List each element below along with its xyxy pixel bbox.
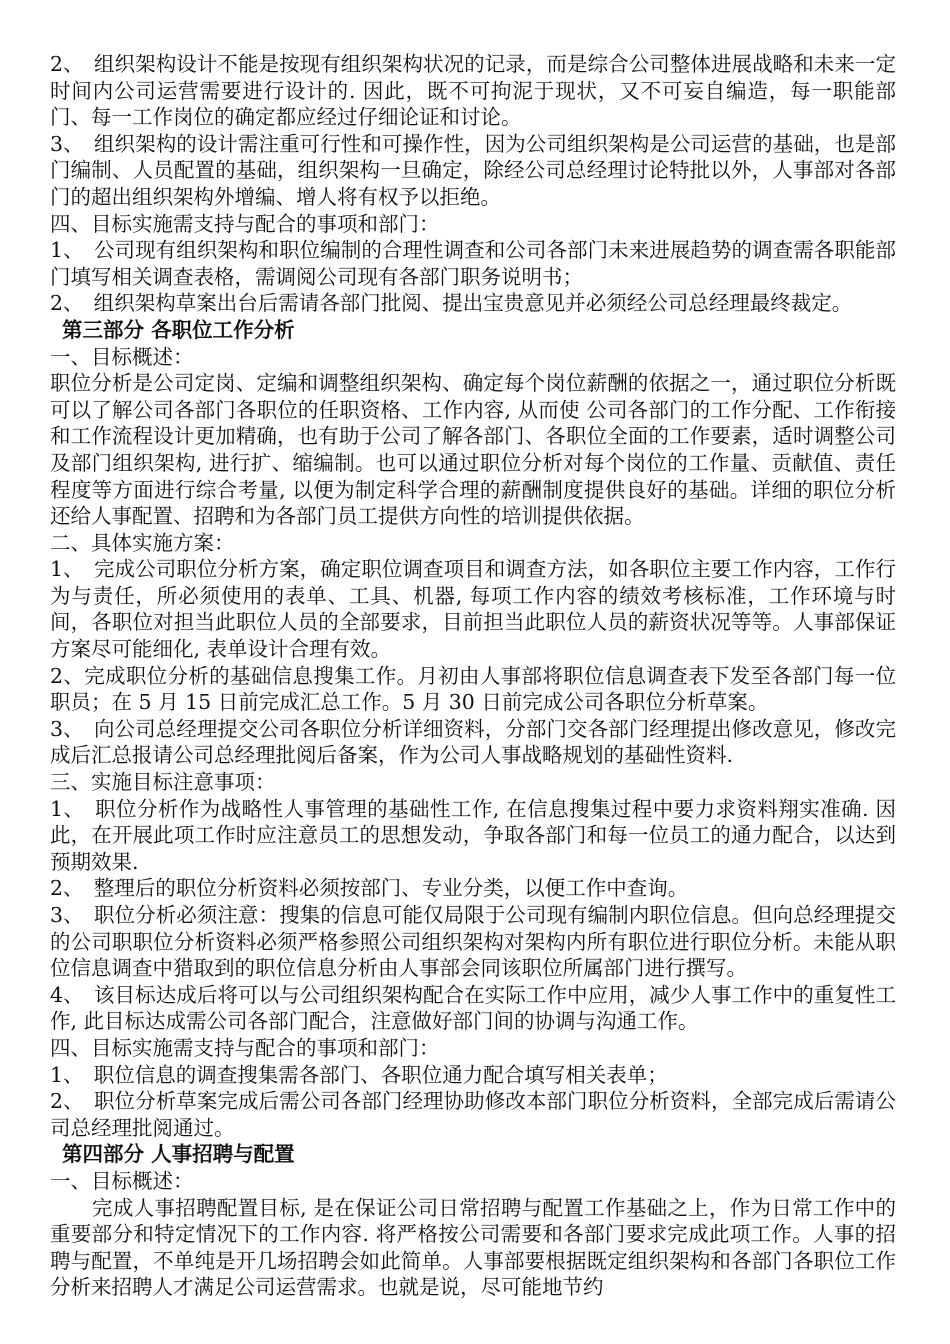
paragraph: 2、 职位分析草案完成后需公司各部门经理协助修改本部门职位分析资料，全部完成后需请公司总经理批阅通过。 xyxy=(50,1089,896,1140)
paragraph: 3、 组织架构的设计需注重可行性和可操作性，因为公司组织架构是公司运营的基础，也是部门编制、人员配置的基础，组织架构一旦确定，除经公司总经理讨论特批以外，人事部对各部门的超出组织架构外增编、增人将有权予以拒绝。 xyxy=(50,131,896,209)
paragraph: 2、 整理后的职位分析资料必须按部门、专业分类，以便工作中查询。 xyxy=(50,876,689,901)
paragraph: 1、 公司现有组织架构和职位编制的合理性调查和公司各部门未来进展趋势的调查需各职能部门填写相关调查表格，需调阅公司现有各部门职务说明书； xyxy=(50,238,896,289)
paragraph: 1、 职位分析作为战略性人事管理的基础性工作, 在信息搜集过程中要力求资料翔实准确. 因此，在开展此项工作时应注意员工的思想发动，争取各部门和每一位员工的通力配合，以达到预期效果. xyxy=(50,796,896,874)
paragraph: 3、 职位分析必须注意：搜集的信息可能仅局限于公司现有编制内职位信息。但向总经理提交的公司职职位分析资料必须严格参照公司组织架构对架构内所有职位进行职位分析。未能从职位信息调查中猎取到的职位信息分析由人事部会同该职位所属部门进行撰写。 xyxy=(50,903,896,981)
paragraph: 1、 完成公司职位分析方案，确定职位调查项目和调查方法，如各职位主要工作内容，工作行为与责任，所必须使用的表单、工具、机器, 每项工作内容的绩效考核标准，工作环境与时间，各职位对担当此职位人员的全部要求，目前担当此职位人员的薪资状况等等。人事部保证方案尽可能细化, 表单设计合理有效。 xyxy=(50,557,896,662)
paragraph: 2、 组织架构设计不能是按现有组织架构状况的记录，而是综合公司整体进展战略和未来一定时间内公司运营需要进行设计的. 因此，既不可拘泥于现状，又不可妄自编造，每一职能部门、每一工作岗位的确定都应经过仔细论证和讨论。 xyxy=(50,52,896,130)
paragraph: 4、 该目标达成后将可以与公司组织架构配合在实际工作中应用，减少人事工作中的重复性工作, 此目标达成需公司各部门配合，注意做好部门间的协调与沟通工作。 xyxy=(50,982,896,1034)
section-subheading: 二、具体实施方案： xyxy=(50,530,235,555)
section-subheading: 四、目标实施需支持与配合的事项和部门： xyxy=(50,1035,440,1060)
paragraph: 2、 组织架构草案出台后需请各部门批阅、提出宝贵意见并必须经公司总经理最终裁定。 xyxy=(50,291,853,316)
document-page xyxy=(50,51,896,1301)
paragraph: 2、完成职位分析的基础信息搜集工作。月初由人事部将职位信息调查表下发至各部门每一位职员；在 5 月 15 日前完成汇总工作。5 月 30 日前完成公司各职位分析草案。 xyxy=(50,663,896,715)
section-subheading: 一、目标概述： xyxy=(50,344,194,369)
paragraph: 完成人事招聘配置目标, 是在保证公司日常招聘与配置工作基础之上，作为日常工作中的重要部分和特定情况下的工作内容. 将严格按公司需要和各部门要求完成此项工作。人事的招聘与配置，不单纯是开几场招聘会如此简单。人事部要根据既定组织架构和各部门各职位工作分析来招聘人才满足公司运营需求。也就是说，尽可能地节约 xyxy=(50,1195,896,1300)
section-subheading: 四、目标实施需支持与配合的事项和部门： xyxy=(50,211,440,236)
part-heading: 第四部分 人事招聘与配置 xyxy=(62,1142,295,1167)
section-subheading: 一、目标概述： xyxy=(50,1168,194,1193)
paragraph: 3、 向公司总经理提交公司各职位分析详细资料，分部门交各部门经理提出修改意见，修改完成后汇总报请公司总经理批阅后备案，作为公司人事战略规划的基础性资料. xyxy=(50,716,896,768)
paragraph: 1、 职位信息的调查搜集需各部门、各职位通力配合填写相关表单； xyxy=(50,1062,668,1087)
paragraph: 职位分析是公司定岗、定编和调整组织架构、确定每个岗位薪酬的依据之一，通过职位分析既可以了解公司各部门各职位的任职资格、工作内容, 从而使 公司各部门的工作分配、工作衔接和工作流程设计更加精确，也有助于公司了解各部门、各职位全面的工作要素，适时调整公司及部门组织架构, 进行扩、缩编制。也可以通过职位分析对每个岗位的工作量、贡献值、责任程度等方面进行综合考量, 以便为制定科学合理的薪酬制度提供良好的基础。详细的职位分析还给人事配置、招聘和为各部门员工提供方向性的培训提供依据。 xyxy=(50,371,896,529)
section-subheading: 三、实施目标注意事项： xyxy=(50,770,276,795)
part-heading: 第三部分 各职位工作分析 xyxy=(62,317,295,342)
